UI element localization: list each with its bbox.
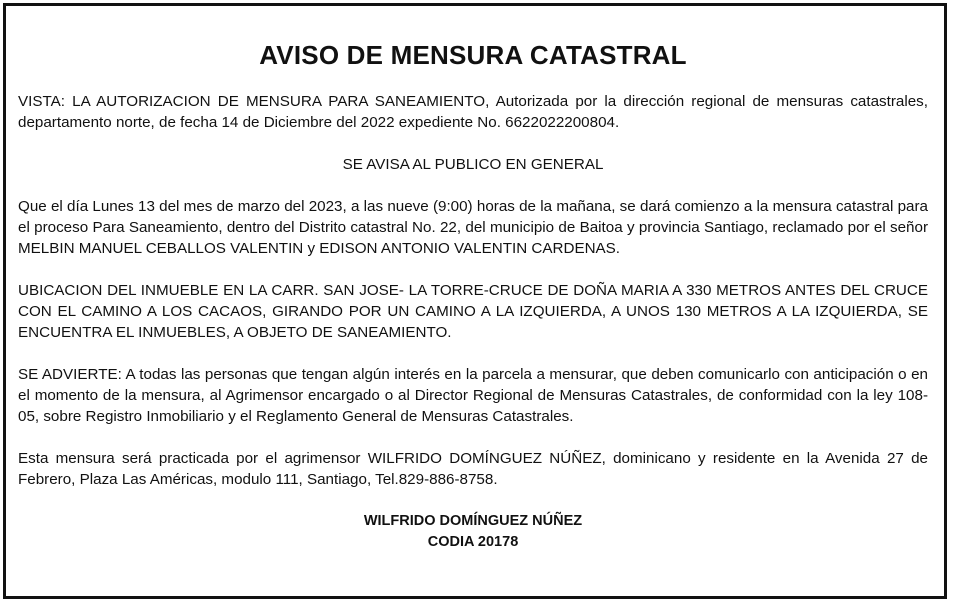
public-notice-heading: SE AVISA AL PUBLICO EN GENERAL [342, 156, 604, 173]
paragraph-surveyor: Esta mensura será practicada por el agrimensor WILFRIDO DOMÍNGUEZ NÚÑEZ, dominicano y residente en la Avenida 27 de Febrero, Plaza Las Américas, modulo 111, Santiago, Tel.829-886-8758. [18, 450, 928, 488]
paragraph-location: UBICACION DEL INMUEBLE EN LA CARR. SAN JOSE- LA TORRE-CRUCE DE DOÑA MARIA A 330 METROS ANTES DEL CRUCE CON EL CAMINO A LOS CACAOS, GIRANDO POR UN CAMINO A LA IZQUIERDA, A UNOS 130 METROS A LA IZQUIERDA, SE ENCUENTRA EL INMUEBLES, A OBJETO DE SANEAMIENTO. [18, 282, 928, 341]
signature-name: WILFRIDO DOMÍNGUEZ NÚÑEZ [363, 513, 583, 529]
notice-title: AVISO DE MENSURA CATASTRAL [259, 40, 687, 70]
notice-content [18, 40, 928, 553]
paragraph-date: Que el día Lunes 13 del mes de marzo del 2023, a las nueve (9:00) horas de la mañana, se dará comienzo a la mensura catastral para el proceso Para Saneamiento, dentro del Distrito catastral No. 22, del municipio de Baitoa y provincia Santiago, reclamado por el señor MELBIN MANUEL CEBALLOS VALENTIN y EDISON ANTONIO VALENTIN CARDENAS. [18, 198, 928, 257]
signature-codia: CODIA 20178 [427, 534, 519, 550]
paragraph-vista: VISTA: LA AUTORIZACION DE MENSURA PARA SANEAMIENTO, Autorizada por la dirección regional de mensuras catastrales, departamento norte, de fecha 14 de Diciembre del 2022 expediente No. 6622022200804. [18, 93, 928, 131]
paragraph-warning: SE ADVIERTE: A todas las personas que tengan algún interés en la parcela a mensurar, que deben comunicarlo con anticipación o en el momento de la mensura, al Agrimensor encargado o al Director Regional de Mensuras Catastrales, de conformidad con la ley 108-05, sobre Registro Inmobiliario y el Reglamento General de Mensuras Catastrales. [18, 366, 928, 425]
